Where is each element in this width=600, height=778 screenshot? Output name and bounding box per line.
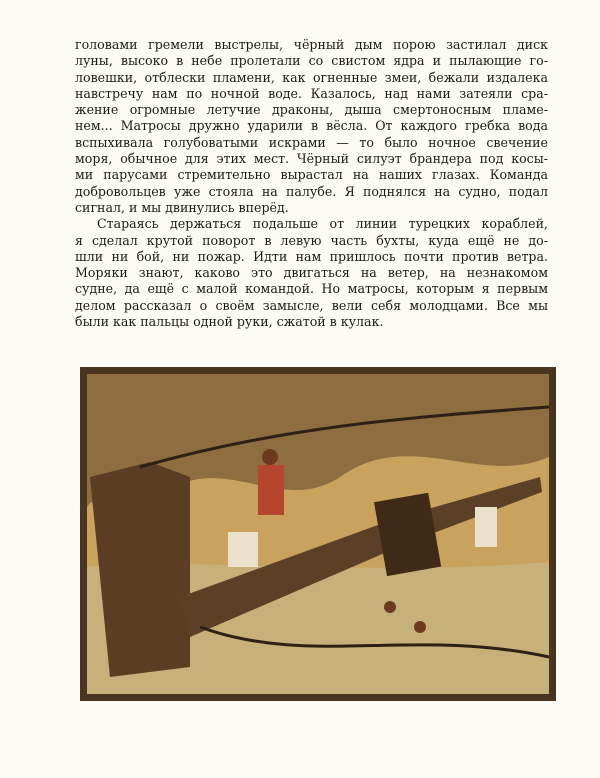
text-line: луны, высоко в небе пролетали со свистом ядра и пылающие го- xyxy=(75,53,548,69)
text-line: шли ни бой, ни пожар. Идти нам пришлось почти против ветра. xyxy=(75,248,548,264)
illustration-sailor-white xyxy=(228,532,258,567)
text-line: головами гремели выстрелы, чёрный дым порою застилал диск xyxy=(75,37,548,52)
illustration-sailor-white xyxy=(475,507,497,547)
text-line: добровольцев уже стояла на палубе. Я поднялся на судно, подал xyxy=(75,183,548,199)
text-line: Стараясь держаться подальше от линии турецких кораблей, xyxy=(97,216,548,232)
body-text xyxy=(75,37,548,330)
text-line: нем... Матросы дружно ударили в вёсла. От каждого гребка вода xyxy=(75,118,548,134)
text-line: моря, обычное для этих мест. Чёрный силуэт брандера под косы- xyxy=(75,151,548,167)
text-line: навстречу нам по ночной воде. Казалось, над нами затеяли сра- xyxy=(75,85,548,101)
text-line: вспыхивала голубоватыми искрами — то было ночное свечение xyxy=(75,134,548,150)
text-line: я сделал крутой поворот в левую часть бухты, куда ещё не до- xyxy=(75,232,548,248)
text-line: делом рассказал о своём замысле, вели себя молодцами. Все мы xyxy=(75,297,548,313)
illustration-swimmer xyxy=(384,601,396,613)
text-line: ловешки, отблески пламени, как огненные змеи, бежали издалека xyxy=(75,69,548,85)
illustration-sailor-head xyxy=(262,449,278,465)
illustration-sailor-red xyxy=(258,465,284,515)
text-line: жение огромные летучие драконы, дыша смертоносным пламе- xyxy=(75,102,548,118)
text-line: судне, да ещё с малой командой. Но матросы, которым я первым xyxy=(75,281,548,297)
text-line: ми парусами стремительно вырастал на наших глазах. Команда xyxy=(75,167,548,183)
text-line: сигнал, и мы двинулись вперёд. xyxy=(75,199,289,215)
text-line: Моряки знают, каково это двигаться на ветер, на незнакомом xyxy=(75,265,548,281)
paragraph-1 xyxy=(75,37,548,216)
illustration-sailors-fireship xyxy=(80,367,556,701)
text-line: были как пальцы одной руки, сжатой в кулак. xyxy=(75,314,384,330)
illustration-swimmer xyxy=(414,621,426,633)
paragraph-2 xyxy=(75,216,548,330)
